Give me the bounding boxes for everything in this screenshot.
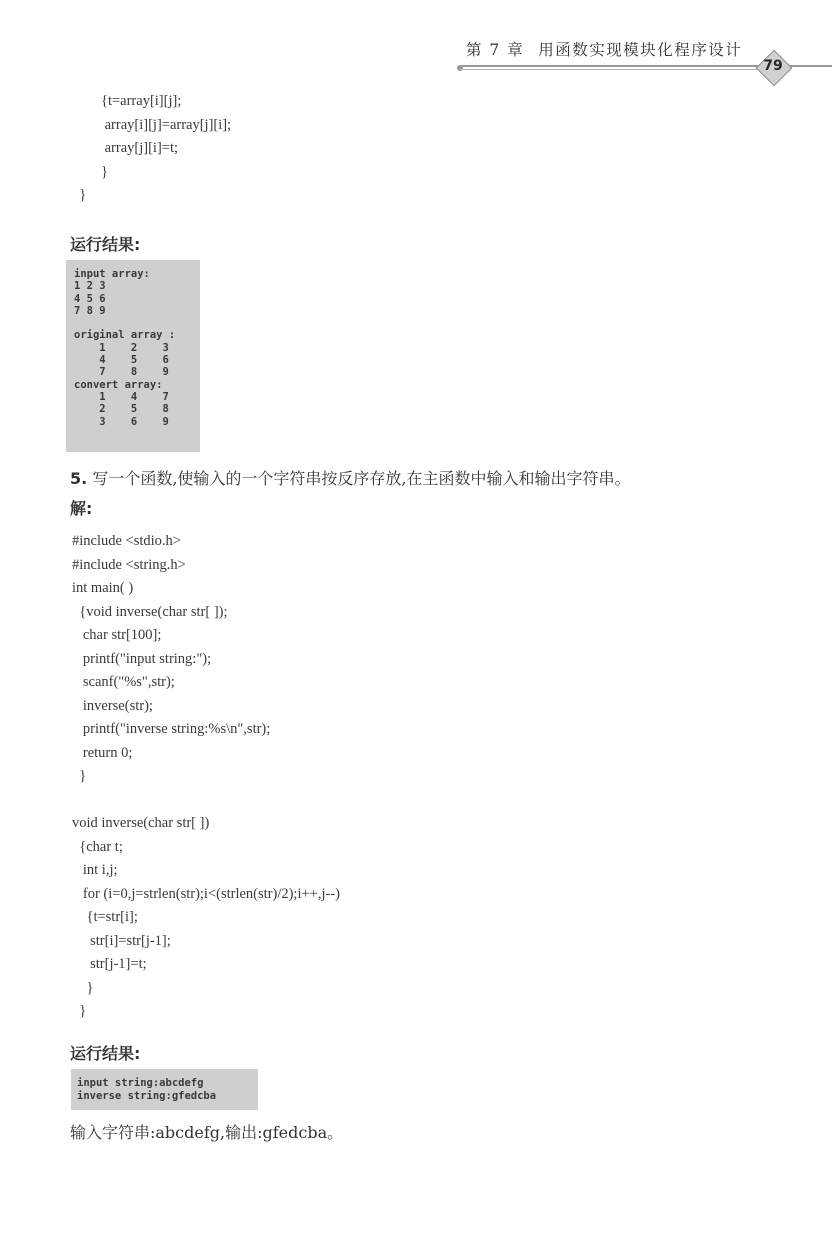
code-line: #include <string.h> [72,556,186,573]
code-line: #include <stdio.h> [72,533,181,549]
console-line: 4 5 6 [74,292,106,305]
page-number: 79 [763,58,783,74]
conclusion-text: 输入字符串:abcdefg,输出:gfedcba。 [70,1123,344,1142]
console-line: 7 8 9 [74,304,106,317]
page-number-badge [756,50,790,84]
question-text: 写一个函数,使输入的一个字符串按反序存放,在主函数中输入和输出字符串。 [92,469,631,488]
code-line: str[j-1]=t; [72,956,147,972]
console-line: input array: [74,268,150,280]
code-line: for (i=0,j=strlen(str);i<(strlen(str)/2);i++,j--) [72,885,340,902]
console-line: original array : [74,329,176,342]
console-line: 1 2 3 [74,341,169,354]
code-line: array[i][j]=array[j][i]; [72,116,232,133]
console-line: convert array: [74,378,163,391]
code-block-transpose-tail [72,90,231,208]
code-line: char str[100]; [72,627,162,643]
console-line: input string:abcdefg [77,1077,204,1089]
code-line: {t=array[i][j]; [72,93,182,109]
code-line: } [72,187,87,203]
code-line: } [72,768,87,784]
result-heading: 运行结果: [70,1044,141,1063]
console-line: 1 4 7 [74,390,169,403]
header-rule-right [790,65,832,67]
code-line: scanf("%s",str); [72,674,175,690]
running-header [466,38,742,60]
code-block-inverse [72,530,340,1024]
code-line: } [72,1003,87,1019]
chapter-label: 第 7 章 [466,41,525,59]
code-line: } [72,979,94,996]
header-rule [460,65,758,67]
code-line: int i,j; [72,862,118,878]
page-header [450,30,832,74]
code-line: array[j][i]=t; [72,140,179,156]
console-output-string [71,1069,258,1110]
console-line: 1 2 3 [74,280,106,293]
console-line: 3 6 9 [74,415,169,428]
code-line: int main( ) [72,580,134,596]
question-number: 5. [70,469,88,488]
code-line: inverse(str); [72,697,153,714]
code-line: {t=str[i]; [72,909,138,925]
console-line: 7 8 9 [74,366,169,379]
console-line: 4 5 6 [74,354,169,367]
code-line: printf("input string:"); [72,650,212,667]
code-line: printf("inverse string:%s\n",str); [72,721,271,737]
code-line: str[i]=str[j-1]; [72,932,171,949]
console-output-array [66,260,200,452]
code-line: {void inverse(char str[ ]); [72,603,228,620]
result-heading: 运行结果: [70,235,141,254]
code-line: } [72,163,108,180]
console-line: inverse string:gfedcba [77,1089,217,1102]
question-5 [70,466,631,489]
code-line: {char t; [72,838,123,855]
solution-label: 解: [70,499,93,518]
chapter-title: 用函数实现模块化程序设计 [538,41,743,59]
header-rule-thin [460,69,758,70]
code-line: return 0; [72,744,133,761]
code-line: void inverse(char str[ ]) [72,815,210,831]
console-line: 2 5 8 [74,403,169,416]
